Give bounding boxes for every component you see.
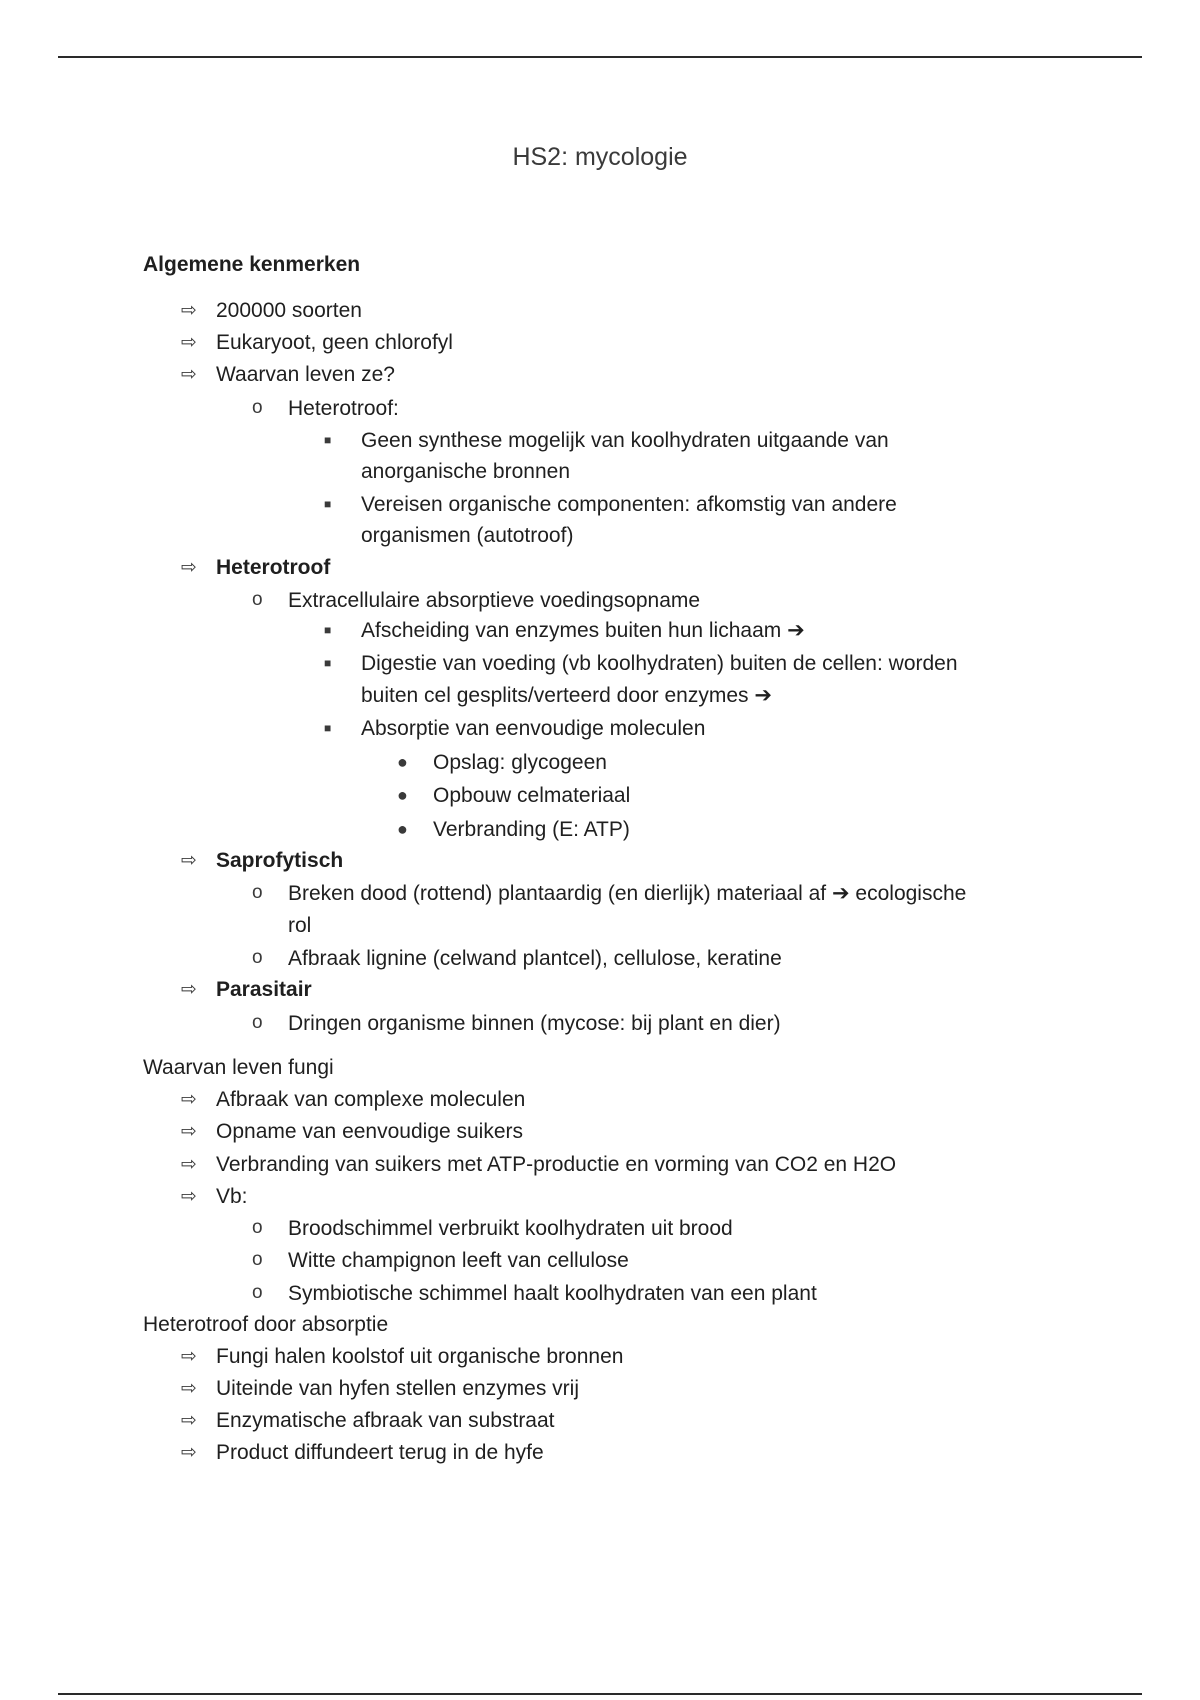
arrow-bullet-icon: ⇨ — [181, 557, 197, 578]
list-item: Afscheiding van enzymes buiten hun lichaam ➔ — [361, 619, 805, 642]
circle-bullet-icon: o — [252, 589, 263, 610]
arrow-bullet-icon: ⇨ — [181, 1154, 197, 1175]
bottom-rule — [58, 1693, 1142, 1695]
list-item: Absorptie van eenvoudige moleculen — [361, 717, 706, 740]
arrow-bullet-icon: ⇨ — [181, 364, 197, 385]
list-item: Extracellulaire absorptieve voedingsopname — [288, 589, 701, 612]
list-item: Verbranding van suikers met ATP-productie en vorming van CO2 en H2O — [216, 1153, 897, 1176]
list-item: Vereisen organische componenten: afkomstig van andere — [361, 493, 897, 516]
arrow-bullet-icon: ⇨ — [181, 332, 197, 353]
square-bullet-icon: ■ — [324, 497, 332, 511]
arrow-bullet-icon: ⇨ — [181, 979, 197, 1000]
list-item: Afbraak van complexe moleculen — [216, 1088, 526, 1111]
arrow-bullet-icon: ⇨ — [181, 1089, 197, 1110]
list-item: Uiteinde van hyfen stellen enzymes vrij — [216, 1377, 580, 1400]
circle-bullet-icon: o — [252, 882, 263, 903]
list-item: Heterotroof: — [288, 397, 399, 420]
arrow-bullet-icon: ⇨ — [181, 1121, 197, 1142]
list-item: Opslag: glycogeen — [433, 751, 607, 774]
arrow-bullet-icon: ⇨ — [181, 1378, 197, 1399]
section-heading-waarvan-leven-fungi: Waarvan leven fungi — [143, 1056, 334, 1079]
dot-bullet-icon: ● — [397, 752, 408, 772]
list-item: Opname van eenvoudige suikers — [216, 1120, 524, 1143]
square-bullet-icon: ■ — [324, 656, 332, 670]
arrow-bullet-icon: ⇨ — [181, 1410, 197, 1431]
circle-bullet-icon: o — [252, 1217, 263, 1238]
right-arrow-icon: ➔ — [787, 619, 805, 642]
circle-bullet-icon: o — [252, 1012, 263, 1033]
list-item: Saprofytisch — [216, 849, 344, 872]
arrow-bullet-icon: ⇨ — [181, 300, 197, 321]
dot-bullet-icon: ● — [397, 785, 408, 805]
arrow-bullet-icon: ⇨ — [181, 1346, 197, 1367]
list-item: Symbiotische schimmel haalt koolhydraten van een plant — [288, 1282, 817, 1305]
arrow-bullet-icon: ⇨ — [181, 850, 197, 871]
arrow-bullet-icon: ⇨ — [181, 1442, 197, 1463]
square-bullet-icon: ■ — [324, 623, 332, 637]
list-item-continuation: organismen (autotroof) — [361, 524, 574, 547]
list-item: Fungi halen koolstof uit organische bronnen — [216, 1345, 624, 1368]
section-heading-heterotroof-door-absorptie: Heterotroof door absorptie — [143, 1313, 389, 1336]
list-item: Vb: — [216, 1185, 248, 1208]
circle-bullet-icon: o — [252, 1282, 263, 1303]
list-item-continuation: anorganische bronnen — [361, 460, 570, 483]
list-item: Heterotroof — [216, 556, 331, 579]
square-bullet-icon: ■ — [324, 721, 332, 735]
square-bullet-icon: ■ — [324, 433, 332, 447]
list-item: Dringen organisme binnen (mycose: bij plant en dier) — [288, 1012, 781, 1035]
list-item: Waarvan leven ze? — [216, 363, 395, 386]
list-item: Enzymatische afbraak van substraat — [216, 1409, 555, 1432]
list-item-continuation: rol — [288, 914, 312, 937]
list-item: 200000 soorten — [216, 299, 362, 322]
list-item: Breken dood (rottend) plantaardig (en dierlijk) materiaal af ➔ ecologische — [288, 882, 967, 905]
list-item: Eukaryoot, geen chlorofyl — [216, 331, 453, 354]
list-item: Opbouw celmateriaal — [433, 784, 631, 807]
section-heading-algemene-kenmerken: Algemene kenmerken — [143, 253, 361, 276]
circle-bullet-icon: o — [252, 947, 263, 968]
right-arrow-icon: ➔ — [754, 684, 772, 707]
top-rule — [58, 56, 1142, 58]
list-item: Broodschimmel verbruikt koolhydraten uit brood — [288, 1217, 733, 1240]
list-item: Geen synthese mogelijk van koolhydraten uitgaande van — [361, 429, 889, 452]
list-item: Parasitair — [216, 978, 312, 1001]
circle-bullet-icon: o — [252, 397, 263, 418]
right-arrow-icon: ➔ — [831, 882, 850, 905]
page-title: HS2: mycologie — [512, 143, 688, 171]
list-item: Product diffundeert terug in de hyfe — [216, 1441, 544, 1464]
list-item: Verbranding (E: ATP) — [433, 818, 630, 841]
list-item: Afbraak lignine (celwand plantcel), cellulose, keratine — [288, 947, 782, 970]
list-item: Digestie van voeding (vb koolhydraten) buiten de cellen: worden — [361, 652, 958, 675]
dot-bullet-icon: ● — [397, 819, 408, 839]
circle-bullet-icon: o — [252, 1249, 263, 1270]
list-item: Witte champignon leeft van cellulose — [288, 1249, 629, 1272]
arrow-bullet-icon: ⇨ — [181, 1186, 197, 1207]
list-item-continuation: buiten cel gesplits/verteerd door enzymes ➔ — [361, 684, 772, 707]
